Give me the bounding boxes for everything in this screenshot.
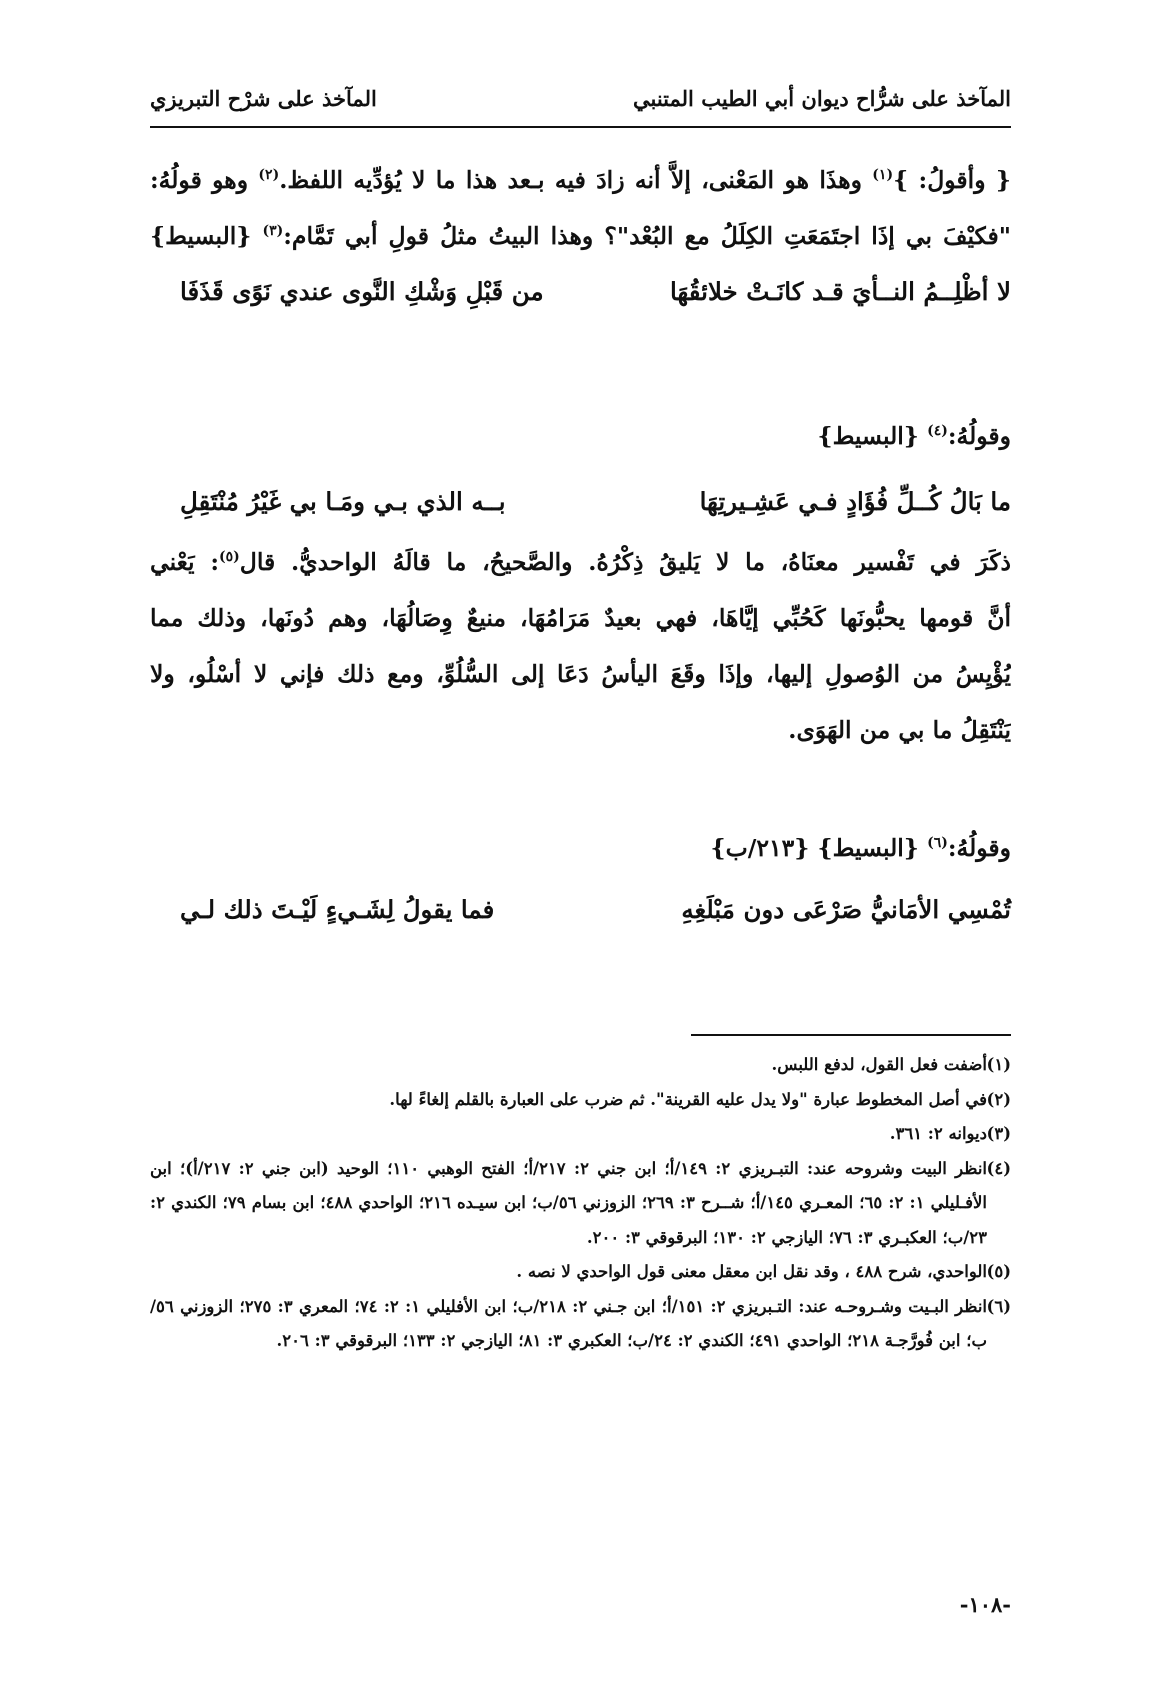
commentary-line-4: يَنْتَقِلُ ما بي من الهَوَى. xyxy=(788,716,1011,744)
footnote-text: في أصل المخطوط عبارة "ولا يدل عليه القرينة". ثم ضرب على العبارة بالقلم إلغاءً لها. xyxy=(389,1089,987,1109)
footnote-2 xyxy=(150,1083,1011,1118)
footnote-separator xyxy=(691,1034,1011,1036)
footnote-text: ديوانه ٢: ٣٦١. xyxy=(889,1124,987,1143)
footnote-ref-4: (٤) xyxy=(927,423,948,440)
footnote-ref-3: (٣) xyxy=(262,223,284,240)
footnotes xyxy=(150,1048,1011,1359)
footnote-6 xyxy=(150,1290,1011,1359)
section2-verse xyxy=(150,474,1011,530)
footnote-4 xyxy=(150,1152,1011,1256)
header-book-title: المآخذ على شرُّاح ديوان أبي الطيب المتنبي xyxy=(633,86,1011,111)
section2-commentary xyxy=(150,534,1011,758)
section1-line-2: "فكيْفَ بي إذَا اجتَمَعَتِ الكِلَلُ مع البُعْد"؟ وهذا البيتُ مثلُ قولِ أبي تَمَّام:$^{(٣)}$ {البسيط} xyxy=(150,222,1011,250)
section3-intro: وقولُهُ:$^{(٦)}$ {البسيط} {٢١٣/ب} xyxy=(710,834,1011,862)
footnote-number: (٢) xyxy=(986,1089,1011,1109)
commentary-line-1: ذكَرَ في تَفْسير معنَاهُ، ما لا يَليقُ ذِكْرُهُ. والصَّحيحُ، ما قالَهُ الواحديُّ. قال$^{(٥)}$: يَعْني xyxy=(150,548,1011,576)
footnote-number: (٣) xyxy=(986,1124,1011,1143)
verse-first-hemistich: لا أظْلِــمُ النــأيَ قـد كانَـتْ خلائقُهَا xyxy=(669,277,1011,306)
section1-verse xyxy=(150,264,1011,320)
footnote-ref-5: (٥) xyxy=(219,549,240,566)
commentary-line-2: أنَّ قومها يحبُّونَها كَحُبِّي إيَّاهَا، فهي بعيدٌ مَرَامُهَا، منيعٌ وِصَالُهَا، وهم دُونَها، وذلك مما xyxy=(150,604,1011,632)
section2-intro: وقولُهُ:$^{(٤)}$ {البسيط} xyxy=(817,422,1011,450)
footnote-number: (٦) xyxy=(986,1296,1011,1316)
footnote-text: أضفت فعل القول، لدفع اللبس. xyxy=(771,1055,987,1074)
section1-line-1: { وأقولُ: }$^{(١)}$ وهذَا هو المَعْنى، إلاَّ أنه زادَ فيه بـعد هذا ما لا يُؤدِّيه اللفظ.$^{(٢)}$ وهو قولُهُ: xyxy=(150,166,1011,194)
verse-second-hemistich: فما يقولُ لِشَـيءٍ لَيْـتَ ذلك لـي xyxy=(180,895,495,924)
footnote-text: انظر البيت وشروحه عند: التبـريزي ٢: ١٤٩/أ؛ ابن جني ٢: ٢١٧/أ؛ الفتح الوهبي ١١٠؛ الوحيد (ابن جني ٢: ٢١٧/أ)؛ ابن الأفـليلي ١: ٢: ٦٥؛ المعـري ١٤٥/أ؛ شــرح ٣: ٢٦٩؛ الزوزني ٥٦/ب؛ ابن سيـده ٢١٦؛ الواحدي ٤٨٨؛ ابن بسام ٧٩؛ الكندي ٢: ٢٣/ب؛ العكبـري ٣: ٧٦؛ اليازجي ٢: ١٣٠؛ البرقوقي ٣: ٢٠٠. xyxy=(150,1158,988,1247)
footnote-number: (٤) xyxy=(986,1158,1011,1178)
verse-second-hemistich: بــه الذي بـي ومَـا بي غَيْرُ مُنْتَقِلِ xyxy=(180,487,506,516)
footnote-text: انظر البـيت وشـروحـه عند: التـبريزي ٢: ١٥١/أ؛ ابن جـني ٢: ٢١٨/ب؛ ابن الأفليلي ١: ٢: ٧٤؛ المعري ٣: ٢٧٥؛ الزوزني ٥٦/ب؛ ابن فُورَّجـة ٢١٨؛ الواحدي ٤٩١؛ الكندي ٢: ٢٤/ب؛ العكبري ٣: ٨١؛ اليازجي ٢: ١٣٣؛ البرقوقي ٣: ٢٠٦. xyxy=(150,1296,987,1350)
footnote-ref-1: (١) xyxy=(872,167,894,184)
header-rule xyxy=(150,126,1011,128)
footnote-ref-2: (٢) xyxy=(258,167,280,184)
footnote-text: الواحدي، شرح ٤٨٨ ، وقد نقل ابن معقل معنى قول الواحدي لا نصه . xyxy=(516,1262,987,1281)
verse-second-hemistich: من قَبْلِ وَشْكِ النَّوى عندي نَوًى قَذَفَا xyxy=(180,277,544,306)
page-number: -١٠٨- xyxy=(959,1592,1011,1617)
section3-verse xyxy=(150,882,1011,938)
header-section-title: المآخذ على شرْح التبريزي xyxy=(150,86,377,111)
footnote-5 xyxy=(150,1255,1011,1290)
verse-first-hemistich: تُمْسِي الأمَانيُّ صَرْعَى دون مَبْلَغِهِ xyxy=(681,895,1011,924)
section1-paragraph xyxy=(150,152,1011,264)
footnote-number: (١) xyxy=(986,1055,1011,1074)
footnote-number: (٥) xyxy=(986,1262,1011,1281)
footnote-3 xyxy=(150,1117,1011,1152)
footnote-1 xyxy=(150,1048,1011,1083)
footnote-ref-6: (٦) xyxy=(927,835,948,852)
verse-first-hemistich: ما بَالُ كُــلِّ فُؤَادٍ فـي عَشِـيرتِهَا xyxy=(699,487,1011,516)
running-header xyxy=(150,86,1011,122)
commentary-line-3: يُؤْيِسُ من الوُصولِ إليها، وإذَا وقَعَ اليأسُ دَعَا إلى السُّلُوِّ، ومع ذلك فإني لا أسْلُو، ولا xyxy=(150,660,1011,688)
